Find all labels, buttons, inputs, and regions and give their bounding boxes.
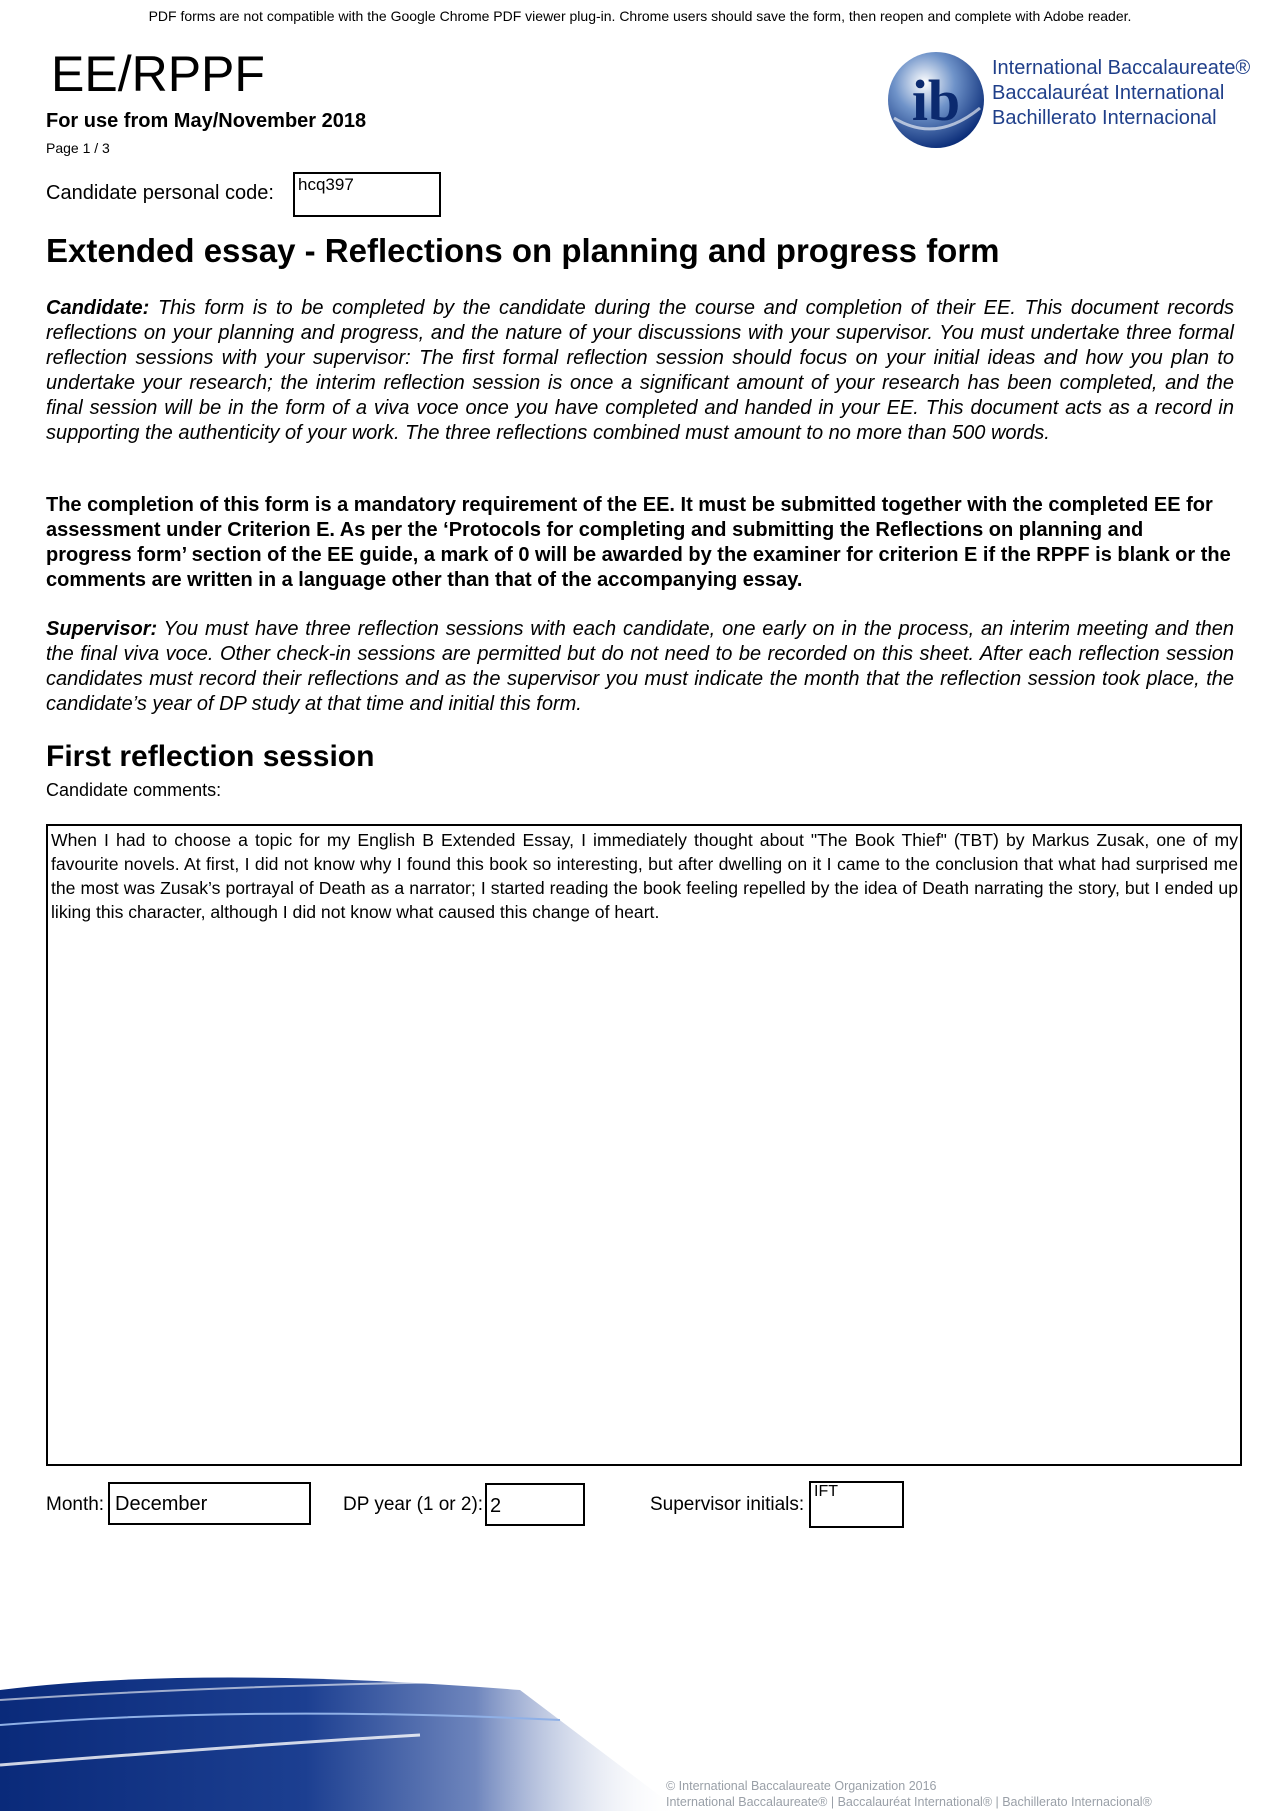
ib-name-fr: Baccalauréat International (992, 82, 1225, 104)
candidate-lead: Candidate: (46, 297, 150, 319)
footer-line-2: International Baccalaureate® | Baccalauréat International® | Bachillerato Internacional® (666, 1795, 1152, 1809)
ib-name-es: Bachillerato Internacional (992, 107, 1217, 129)
month-field[interactable] (108, 1482, 311, 1525)
month-label: Month: (46, 1494, 105, 1515)
footer-line-1: © International Baccalaureate Organization 2016 (666, 1779, 937, 1793)
supervisor-initials-label: Supervisor initials: (650, 1494, 805, 1515)
page-number: Page 1 / 3 (46, 140, 110, 156)
supervisor-initials-field[interactable] (809, 1481, 904, 1528)
candidate-comments-label: Candidate comments: (46, 780, 222, 800)
ib-logo (884, 48, 1251, 152)
candidate-code-value: hcq397 (298, 175, 354, 194)
month-value: December (115, 1493, 208, 1515)
candidate-code-label: Candidate personal code: (46, 182, 274, 204)
page-title: Extended essay - Reflections on planning and progress form (46, 232, 1000, 269)
candidate-instructions (46, 296, 1234, 446)
supervisor-initials-value: IFT (814, 1483, 838, 1500)
mandatory-notice: The completion of this form is a mandatory requirement of the EE. It must be submitted together with the completed EE for assessment under Criterion E. As per the ‘Protocols for completing and submitting the Reflections on planning and progress form’ section of the EE guide, a mark of 0 will be awarded by the examiner for criterion E if the RPPF is blank or the comments are written in a language other than that of the accompanying essay. (46, 494, 1231, 591)
supervisor-instructions-text: You must have three reflection sessions with each candidate, one early on in the process, an interim meeting and then the final viva voce. Other check-in sessions are permitted but do not need to be recorded on this sheet. After each reflection session candidates must record their reflections and as the supervisor you must indicate the month that the reflection session took place, the candidate’s year of DP study at that time and initial this form. (46, 618, 1234, 715)
first-session-title: First reflection session (46, 740, 375, 773)
use-from-date: For use from May/November 2018 (46, 110, 367, 132)
form-code: EE/RPPF (51, 46, 265, 102)
dp-year-label: DP year (1 or 2): (343, 1494, 484, 1515)
candidate-comments-text: When I had to choose a topic for my English B Extended Essay, I immediately thought about "The Book Thief" (TBT) by Markus Zusak, one of my favourite novels. At first, I did not know why I found this book so interesting, but after dwelling on it I came to the conclusion that what had surprised me the most was Zusak’s portrayal of Death as a narrator; I started reading the book feeling repelled by the idea of Death narrating the story, but I ended up liking this character, although I did not know what caused this change of heart. (51, 830, 1238, 922)
supervisor-instructions (46, 617, 1234, 717)
dp-year-field[interactable] (485, 1483, 585, 1526)
ib-name-en: International Baccalaureate® (992, 57, 1251, 79)
ib-wordmark (992, 56, 1250, 131)
dp-year-value: 2 (490, 1495, 502, 1517)
ib-mark: ib (911, 68, 961, 133)
supervisor-lead: Supervisor: (46, 618, 158, 640)
ib-globe-icon (884, 48, 988, 152)
candidate-comments-field[interactable] (46, 824, 1242, 1466)
candidate-instructions-text: This form is to be completed by the candidate during the course and completion of their EE. This document records reflections on your planning and progress, and the nature of your discussions with your supervisor. You must undertake three formal reflection sessions with your supervisor: The first formal reflection session should focus on your initial ideas and how you plan to undertake your research; the interim reflection session is once a significant amount of your research has been completed, and the final session will be in the form of a viva voce once you have completed and handed in your EE. This document acts as a record in supporting the authenticity of your work. The three reflections combined must amount to no more than 500 words. (46, 297, 1234, 444)
pdf-compatibility-notice: PDF forms are not compatible with the Google Chrome PDF viewer plug-in. Chrome users should save the form, then reopen and complete with Adobe reader. (148, 8, 1132, 24)
candidate-code-field[interactable] (293, 172, 441, 217)
footer-copyright (666, 1778, 1152, 1810)
